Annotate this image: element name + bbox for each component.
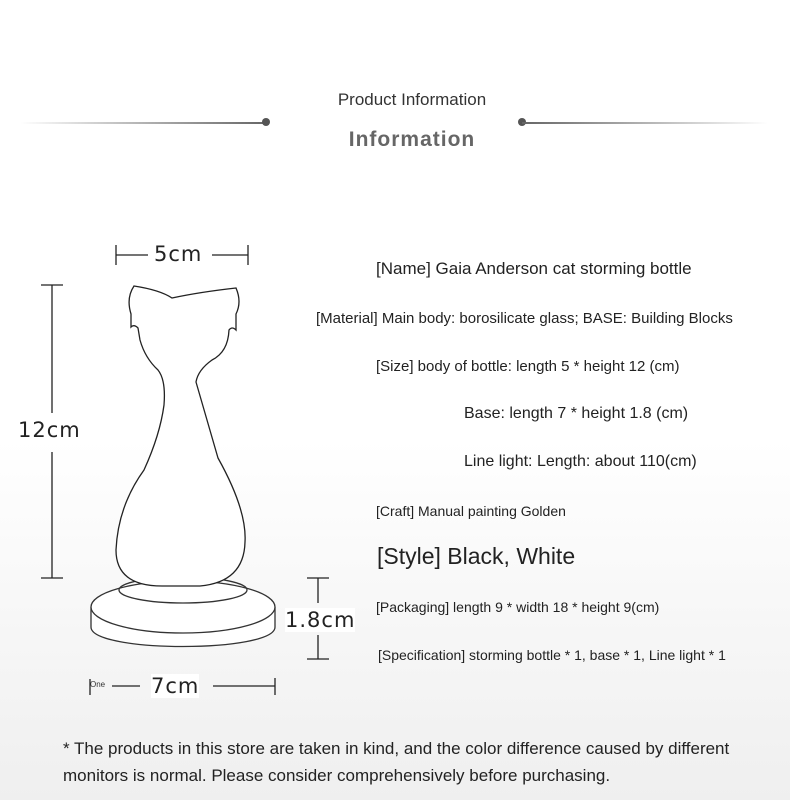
marker-label: One: [90, 680, 106, 689]
height-base-label: 1.8cm: [285, 608, 356, 632]
width-top-label: 5cm: [154, 242, 203, 266]
spec-material: [Material] Main body: borosilicate glass; BASE: Building Blocks: [316, 310, 733, 327]
divider-right: [522, 122, 768, 124]
spec-base: Base: length 7 * height 1.8 (cm): [464, 405, 689, 422]
spec-specification: [Specification] storming bottle * 1, base * 1, Line light * 1: [378, 647, 726, 663]
section-subtitle: Product Information: [337, 90, 487, 109]
spec-line-light: Line light: Length: about 110(cm): [464, 453, 697, 470]
disclaimer-text: * The products in this store are taken in kind, and the color difference caused by different monitors is normal. Please consider comprehensively before purchasing.: [63, 739, 730, 785]
height-body-label: 12cm: [18, 418, 81, 442]
product-dimension-drawing: [0, 230, 360, 710]
cat-bottle-outline: [116, 286, 245, 586]
divider-dot-left: [262, 118, 270, 126]
spec-name: [Name] Gaia Anderson cat storming bottle: [376, 259, 692, 278]
bottle-base: [91, 577, 275, 647]
spec-packaging: [Packaging] length 9 * width 18 * height 9(cm): [376, 599, 660, 615]
section-title: Information: [348, 128, 476, 151]
divider-left: [20, 122, 266, 124]
spec-style: [Style] Black, White: [377, 543, 576, 569]
spec-size: [Size] body of bottle: length 5 * height 12 (cm): [376, 358, 680, 375]
width-base-label: 7cm: [151, 674, 200, 698]
spec-craft: [Craft] Manual painting Golden: [376, 503, 566, 519]
